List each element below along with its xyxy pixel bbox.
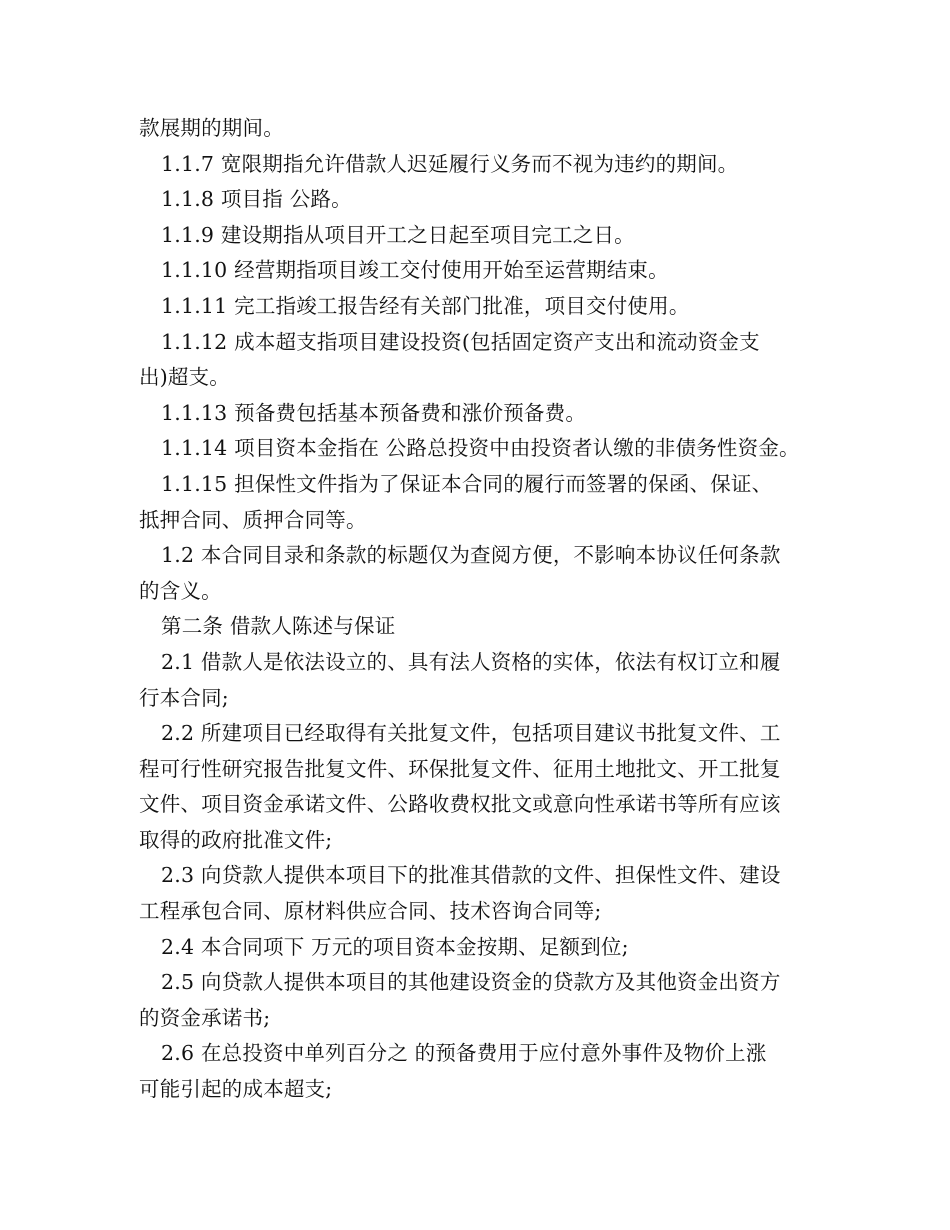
text-line: 2.6 在总投资中单列百分之 的预备费用于应付意外事件及物价上涨 (161, 1041, 767, 1066)
text-line: 1.1.13 预备费包括基本预备费和涨价预备费。 (161, 400, 587, 425)
text-line: 2.4 本合同项下 万元的项目资本金按期、足额到位; (161, 934, 629, 959)
text-line: 2.3 向贷款人提供本项目下的批准其借款的文件、担保性文件、建设 (161, 863, 781, 888)
text-line: 的资金承诺书; (139, 1005, 271, 1030)
text-line: 出)超支。 (139, 365, 230, 390)
text-line: 可能引起的成本超支; (139, 1077, 333, 1102)
text-line: 1.1.10 经营期指项目竣工交付使用开始至运营期结束。 (161, 258, 669, 283)
text-line: 2.2 所建项目已经取得有关批复文件，包括项目建议书批复文件、工 (161, 721, 781, 746)
text-line: 2.1 借款人是依法设立的、具有法人资格的实体，依法有权订立和履 (161, 649, 781, 674)
text-line: 行本合同; (139, 685, 229, 710)
text-line: 第二条 借款人陈述与保证 (161, 614, 396, 639)
text-line: 的含义。 (139, 578, 222, 603)
text-line: 文件、项目资金承诺文件、公路收费权批文或意向性承诺书等所有应该 (139, 792, 781, 817)
text-line: 1.1.7 宽限期指允许借款人迟延履行义务而不视为违约的期间。 (161, 151, 739, 176)
text-line: 取得的政府批准文件; (139, 827, 333, 852)
document-body (139, 111, 829, 1108)
text-line: 抵押合同、质押合同等。 (139, 507, 367, 532)
text-line: 1.1.11 完工指竣工报告经有关部门批准，项目交付使用。 (161, 293, 690, 318)
text-line: 工程承包合同、原材料供应合同、技术咨询合同等; (139, 899, 602, 924)
text-line: 1.1.12 成本超支指项目建设投资(包括固定资产支出和流动资金支 (161, 329, 760, 354)
text-line: 程可行性研究报告批复文件、环保批复文件、征用土地批文、开工批复 (139, 756, 781, 781)
text-line: 款展期的期间。 (139, 116, 284, 140)
text-line: 1.1.9 建设期指从项目开工之日起至项目完工之日。 (161, 222, 635, 247)
text-line: 1.1.15 担保性文件指为了保证本合同的履行而签署的保函、保证、 (161, 471, 773, 496)
text-line: 1.1.14 项目资本金指在 公路总投资中由投资者认缴的非债务性资金。 (161, 436, 800, 461)
text-line: 1.2 本合同目录和条款的标题仅为查阅方便，不影响本协议任何条款 (161, 543, 781, 568)
text-line: 1.1.8 项目指 公路。 (161, 187, 352, 212)
text-line: 2.5 向贷款人提供本项目的其他建设资金的贷款方及其他资金出资方 (161, 970, 781, 995)
